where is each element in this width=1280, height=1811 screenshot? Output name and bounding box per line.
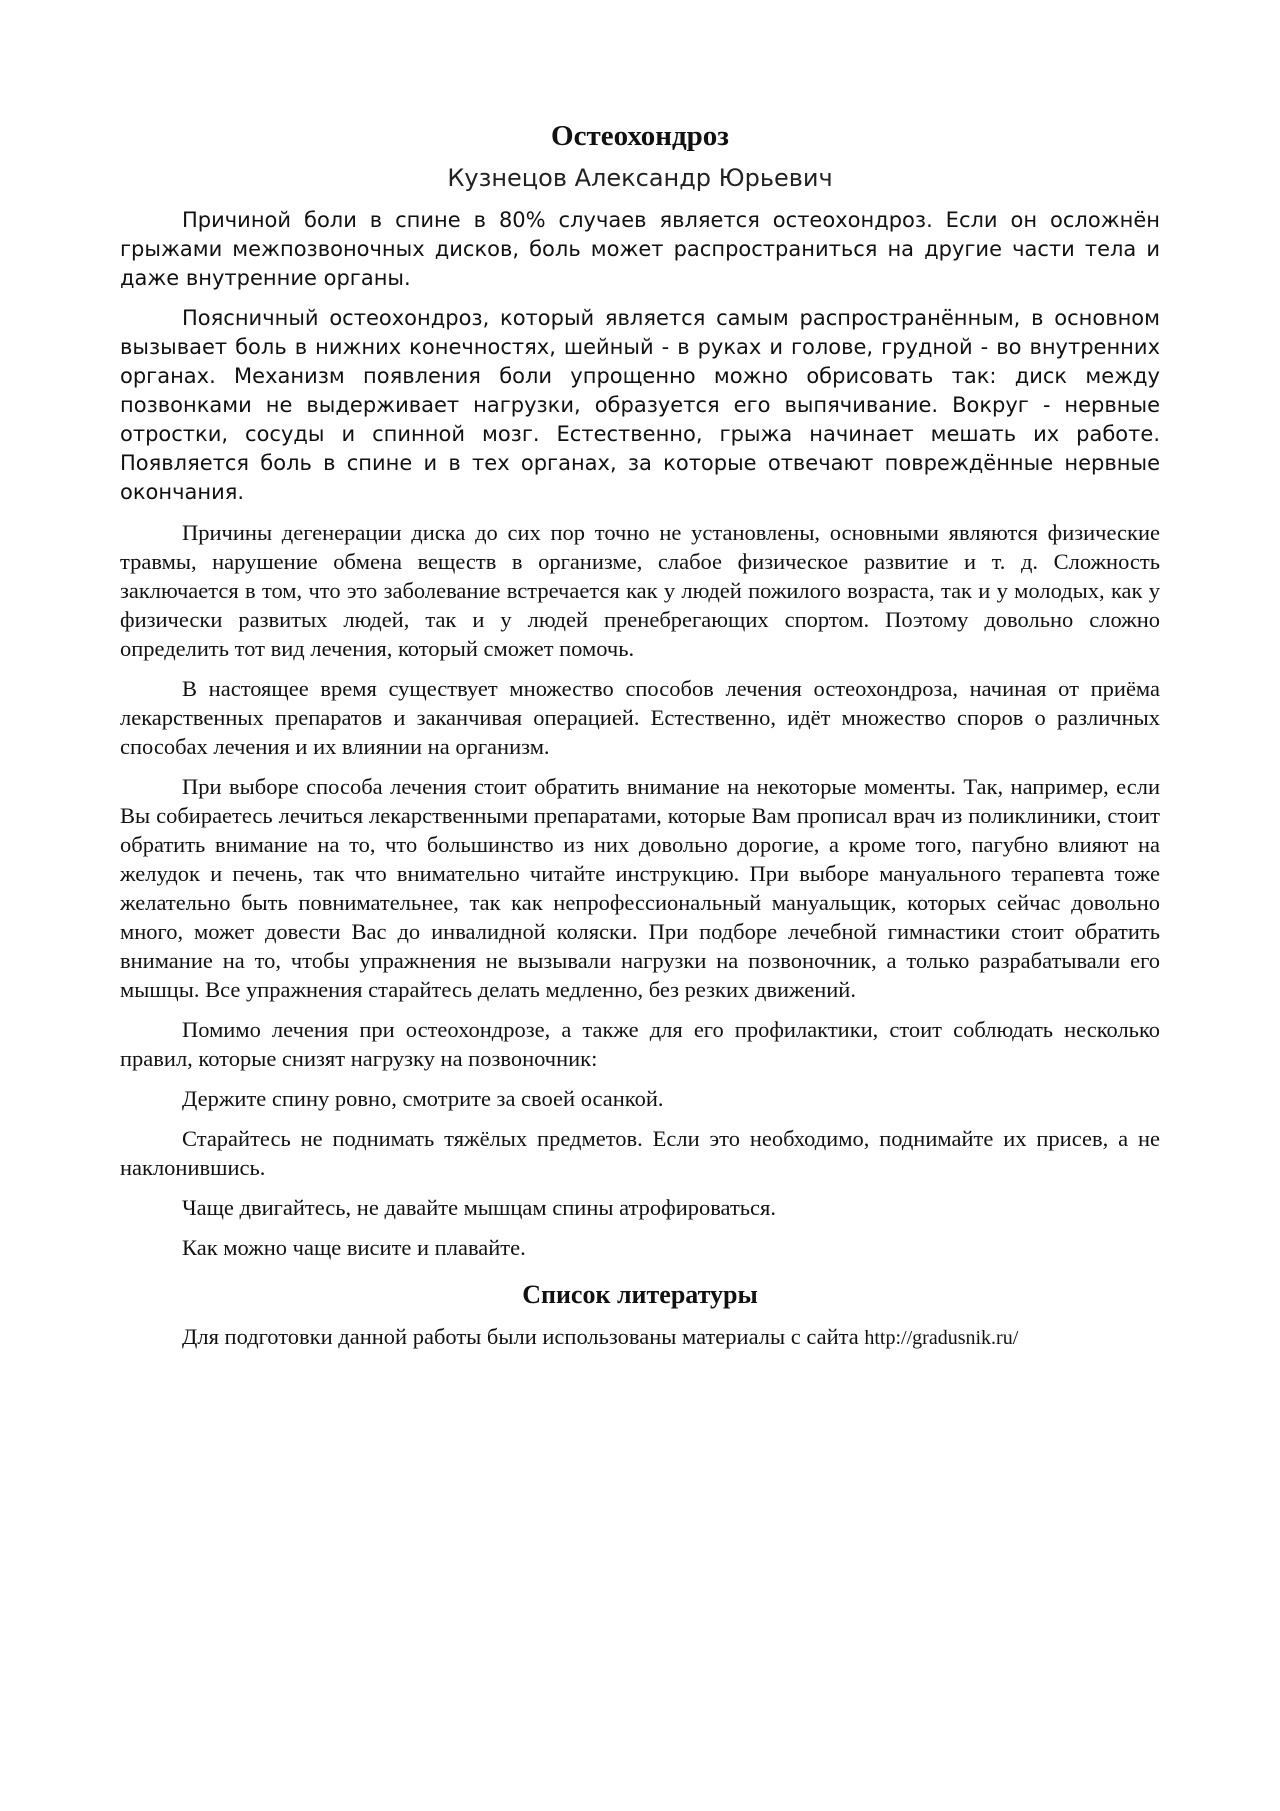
paragraph-6: Помимо лечения при остеохондрозе, а также для его профилактики, стоит соблюдать несколько правил, которые снизят нагрузку на позвоночник: [120,1017,1160,1071]
paragraph-1: Причиной боли в спине в 80% случаев является остеохондроз. Если он осложнён грыжами межпозвоночных дисков, боль может распространиться на другие части тела и даже внутренние органы. [120,208,1160,290]
rule-item-4: Как можно чаще висите и плавайте. [182,1235,526,1260]
rule-item-1: Держите спину ровно, смотрите за своей осанкой. [182,1086,664,1111]
document-title: Остеохондроз [551,120,729,152]
bibliography-text: Для подготовки данной работы были использованы материалы с сайта [182,1324,865,1349]
paragraph-2: Поясничный остеохондроз, который является самым распространённым, в основном вызывает боль в нижних конечностях, шейный - в руках и голове, грудной - во внутренних органах. Механизм появления боли упрощенно можно обрисовать так: диск между позвонками не выдерживает нагрузки, образуется его выпячивание. Вокруг - нервные отростки, сосуды и спинной мозг. Естественно, грыжа начинает мешать их работе. Появляется боль в спине и в тех органах, за которые отвечают повреждённые нервные окончания. [120,306,1160,504]
paragraph-4: В настоящее время существует множество способов лечения остеохондроза, начиная от приёма лекарственных препаратов и заканчивая операцией. Естественно, идёт множество споров о различных способах лечения и их влиянии на организм. [120,676,1160,759]
bibliography-title: Список литературы [522,1280,758,1309]
paragraph-3: Причины дегенерации диска до сих пор точно не установлены, основными являются физические травмы, нарушение обмена веществ в организме, слабое физическое развитие и т. д. Сложность заключается в том, что это заболевание встречается как у людей пожилого возраста, так и у молодых, как у физически развитых людей, так и у людей пренебрегающих спортом. Поэтому довольно сложно определить тот вид лечения, который сможет помочь. [120,520,1160,661]
bibliography-url[interactable]: http://gradusnik.ru/ [864,1327,1019,1349]
bibliography-entry [120,1322,1160,1353]
rule-item-3: Чаще двигайтесь, не давайте мышцам спины атрофироваться. [182,1195,777,1220]
paragraph-5: При выборе способа лечения стоит обратить внимание на некоторые моменты. Так, например, если Вы собираетесь лечиться лекарственными препаратами, которые Вам прописал врач из поликлиники, стоит обратить внимание на то, что большинство из них довольно дорогие, а кроме того, пагубно влияют на желудок и печень, так что внимательно читайте инструкцию. При выборе мануального терапевта тоже желательно быть повнимательнее, так как непрофессиональный мануальщик, которых сейчас довольно много, может довести Вас до инвалидной коляски. При подборе лечебной гимнастики стоит обратить внимание на то, чтобы упражнения не вызывали нагрузки на позвоночник, а только разрабатывали его мышцы. Все упражнения старайтесь делать медленно, без резких движений. [120,774,1160,1002]
document-author: Кузнецов Александр Юрьевич [447,164,833,192]
rule-item-2: Старайтесь не поднимать тяжёлых предметов. Если это необходимо, поднимайте их присев, а не наклонившись. [120,1126,1160,1180]
document-page [120,118,1160,1353]
